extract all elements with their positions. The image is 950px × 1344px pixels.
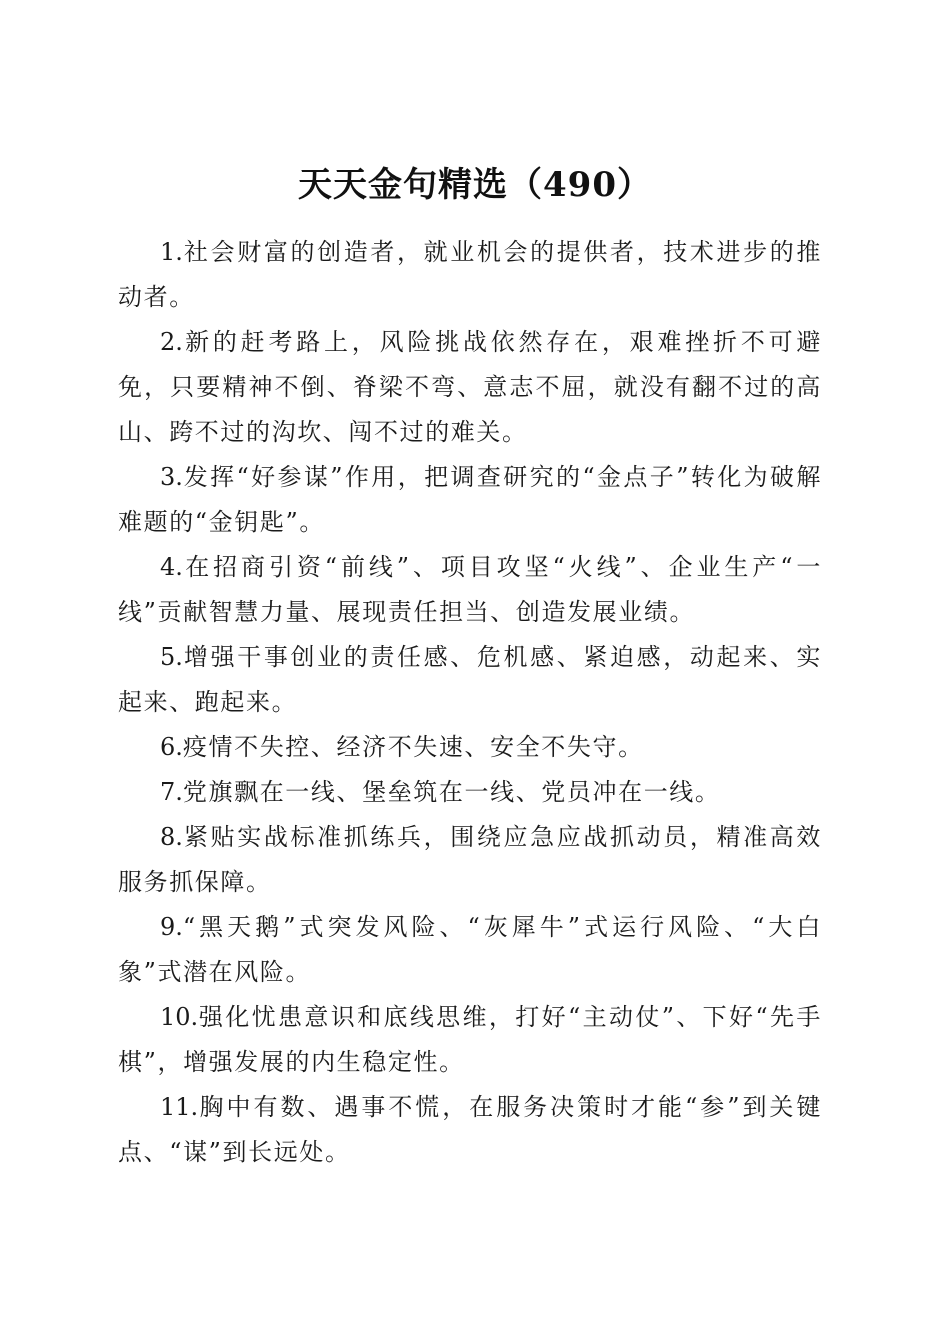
list-item	[118, 320, 822, 455]
item-text: 在招商引资“前线”、项目攻坚“火线”、企业生产“一线”贡献智慧力量、展现责任担当、创造发展业绩。	[118, 553, 822, 626]
item-text: 疫情不失控、经济不失速、安全不失守。	[182, 733, 644, 761]
item-number: 5.	[160, 643, 183, 671]
item-text: 增强干事创业的责任感、危机感、紧迫感，动起来、实起来、跑起来。	[118, 643, 822, 716]
item-number: 7.	[160, 778, 183, 806]
list-item	[118, 815, 822, 905]
item-text: 强化忧患意识和底线思维，打好“主动仗”、下好“先手棋”，增强发展的内生稳定性。	[118, 1003, 822, 1076]
list-item	[118, 635, 822, 725]
item-text: 胸中有数、遇事不慌，在服务决策时才能“参”到关键点、“谋”到长远处。	[118, 1093, 822, 1166]
item-number: 4.	[160, 553, 183, 581]
item-number: 11.	[160, 1093, 199, 1121]
item-number: 1.	[160, 238, 183, 266]
item-number: 2.	[160, 328, 183, 356]
list-item	[118, 995, 822, 1085]
page-title: 天天金句精选（490）	[298, 164, 652, 205]
list-item	[118, 455, 822, 545]
item-number: 10.	[160, 1003, 199, 1031]
list-item	[118, 905, 822, 995]
item-text: 党旗飘在一线、堡垒筑在一线、党员冲在一线。	[182, 778, 721, 806]
item-text: 紧贴实战标准抓练兵，围绕应急应战抓动员，精准高效服务抓保障。	[118, 823, 822, 896]
item-text: 新的赶考路上，风险挑战依然存在，艰难挫折不可避免，只要精神不倒、脊梁不弯、意志不屈，就没有翻不过的高山、跨不过的沟坎、闯不过的难关。	[118, 328, 822, 446]
list-item	[118, 230, 822, 320]
item-number: 8.	[160, 823, 183, 851]
list-item	[118, 545, 822, 635]
quote-list	[118, 230, 822, 1175]
list-item	[118, 725, 822, 770]
list-item	[118, 1085, 822, 1175]
item-text: “黑天鹅”式突发风险、“灰犀牛”式运行风险、“大白象”式潜在风险。	[118, 913, 822, 986]
list-item	[118, 770, 822, 815]
item-text: 发挥“好参谋”作用，把调查研究的“金点子”转化为破解难题的“金钥匙”。	[118, 463, 822, 536]
item-number: 9.	[160, 913, 183, 941]
item-number: 6.	[160, 733, 183, 761]
item-number: 3.	[160, 463, 183, 491]
item-text: 社会财富的创造者，就业机会的提供者，技术进步的推动者。	[118, 238, 822, 311]
